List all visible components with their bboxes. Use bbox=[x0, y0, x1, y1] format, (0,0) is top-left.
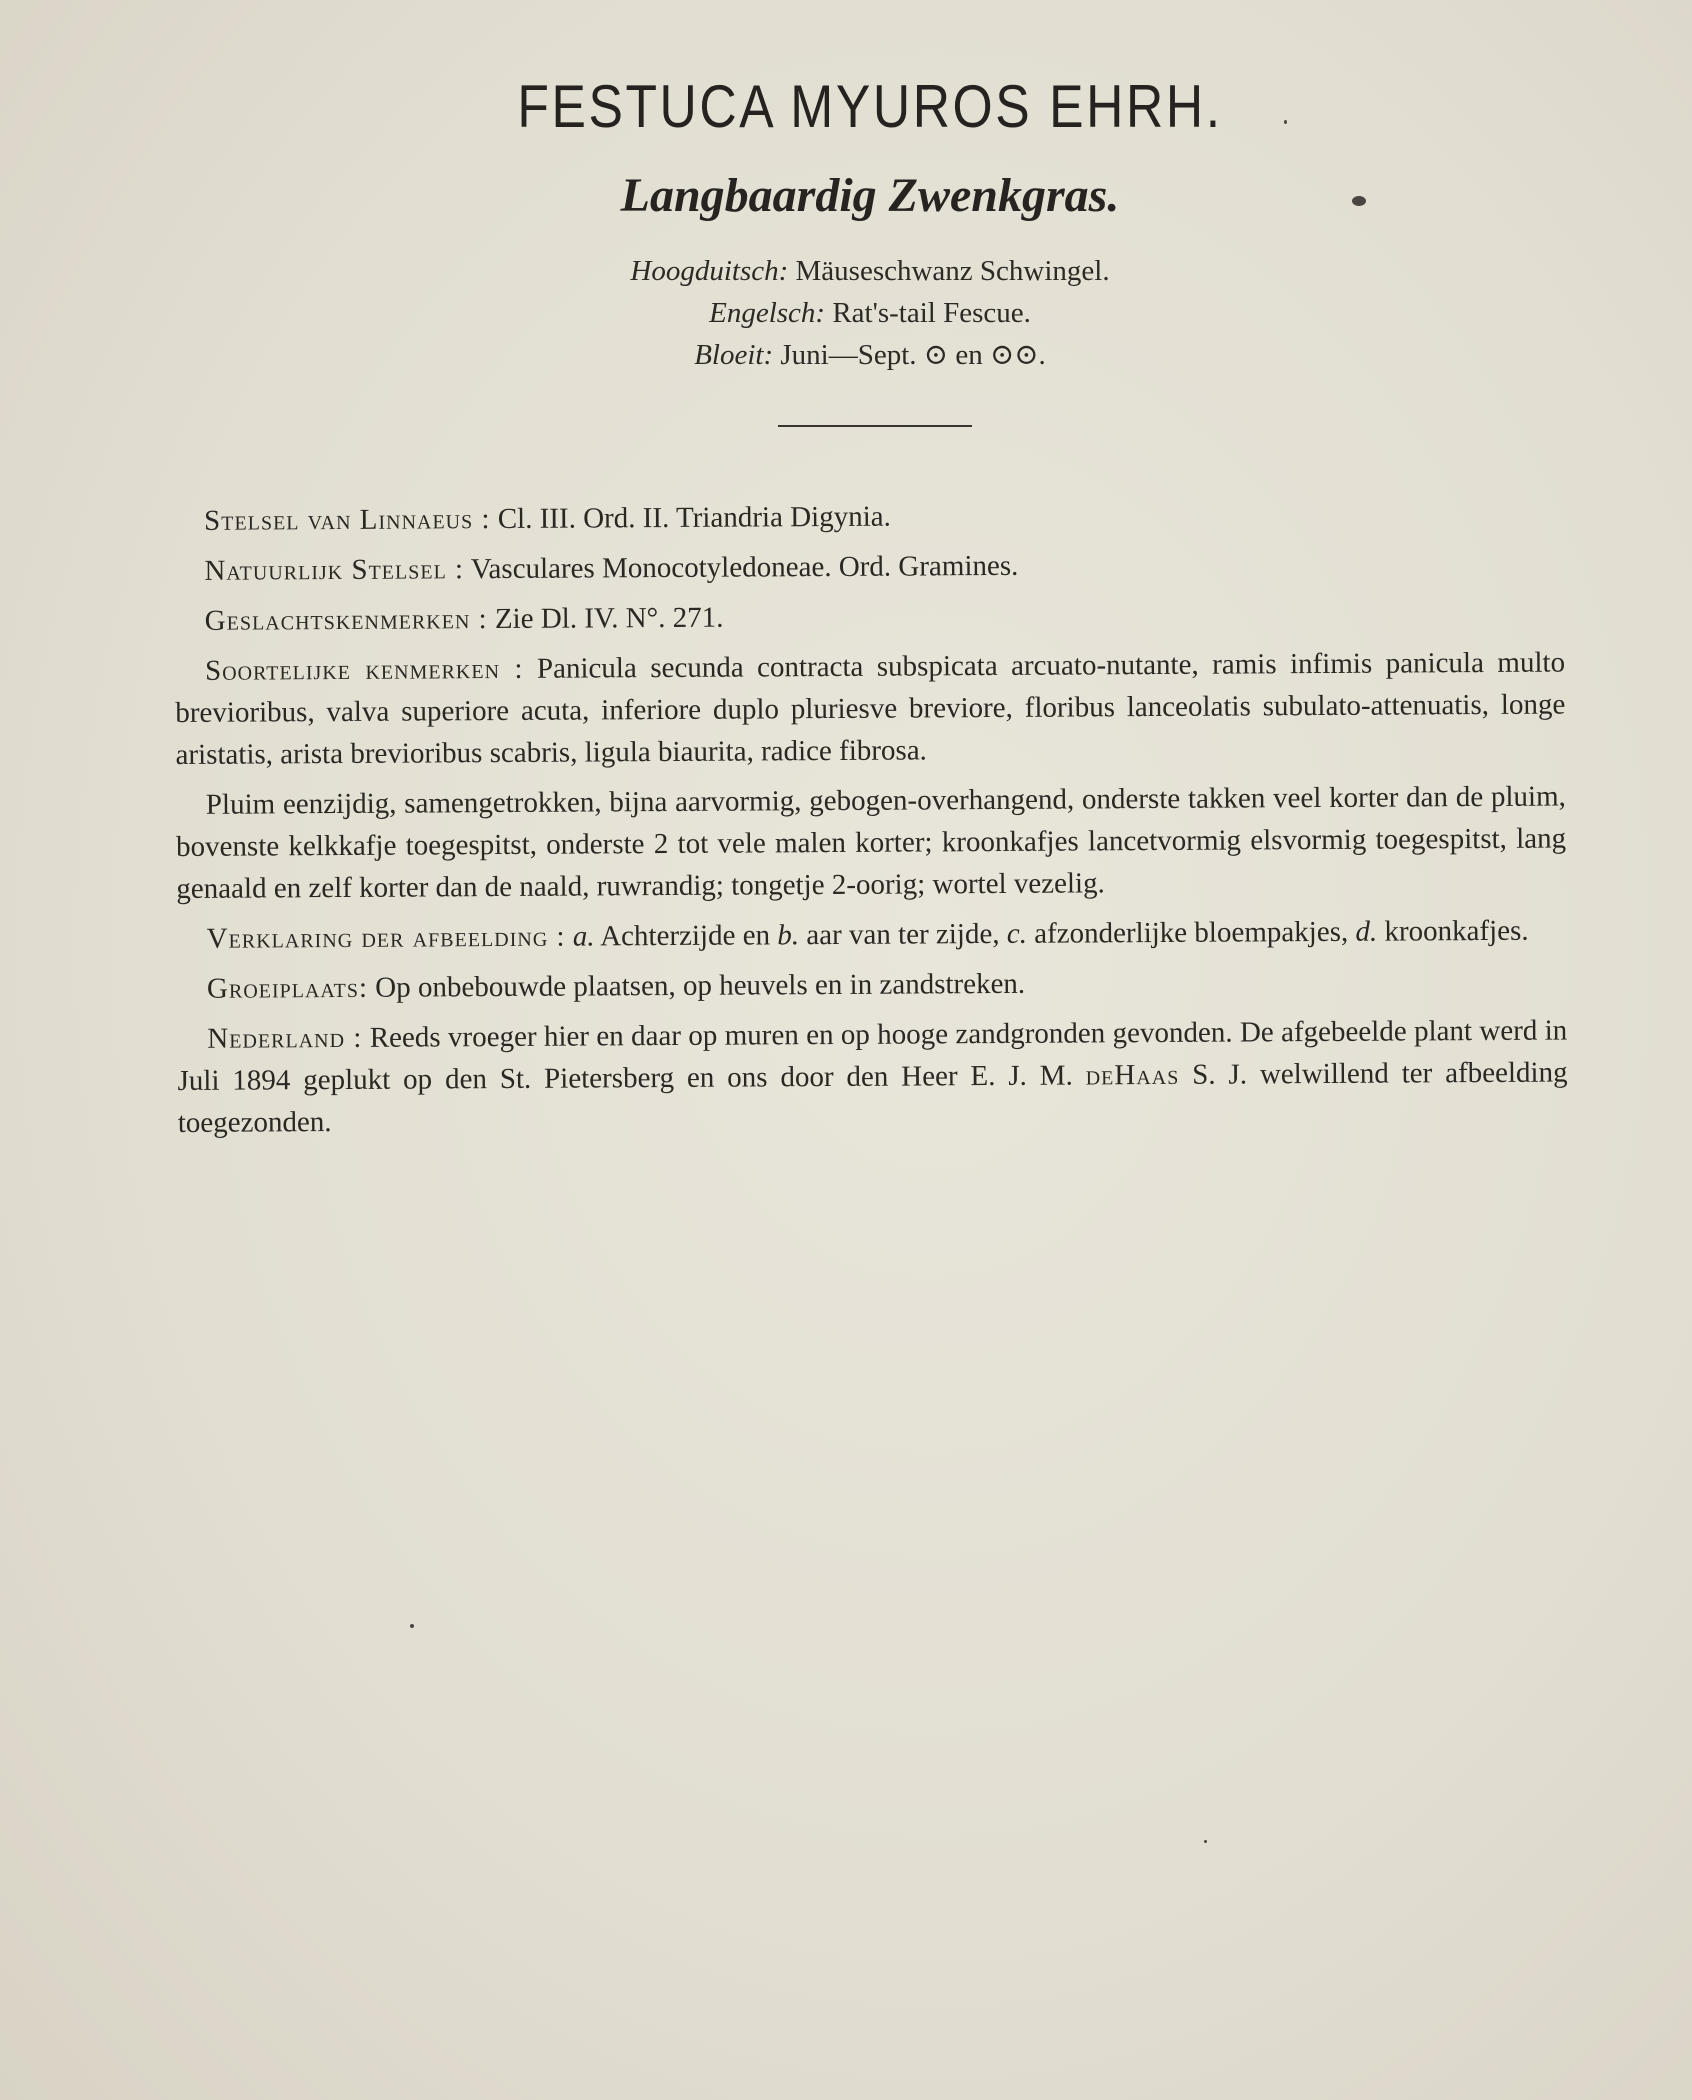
species-title: FESTUCA MYUROS EHRH. bbox=[517, 73, 1223, 140]
figure-explanation-paragraph bbox=[177, 910, 1567, 960]
flowering-period: Juni—Sept. ⊙ en ⊙⊙. bbox=[780, 339, 1046, 371]
donor-surname: Haas bbox=[1114, 1058, 1180, 1092]
species-characters-dutch: Pluim eenzijdig, samengetrokken, bijna aarvormig, gebogen-overhangend, onderste takken veel korter dan de pluim, bovenste kelkkafje toegespitst, onderste 2 tot vele malen korter; kroonkafjes lancetvormig elsvormig toegespitst, lang genaald en zelf korter dan de naald, ruwrandig; tongetje 2-oorig; wortel vezelig. bbox=[176, 780, 1567, 905]
figure-explanation-label: Verklaring der afbeelding : bbox=[206, 920, 566, 955]
linnaeus-system-label: Stelsel van Linnaeus : bbox=[204, 503, 491, 537]
figure-text-d: kroonkafjes. bbox=[1384, 914, 1529, 948]
german-label: Hoogduitsch: bbox=[630, 255, 789, 287]
habitat-text: Op onbebouwde plaatsen, op heuvels en in zandstreken. bbox=[375, 967, 1026, 1004]
netherlands-paragraph bbox=[177, 1009, 1568, 1143]
english-name: Rat's-tail Fescue. bbox=[832, 297, 1031, 329]
netherlands-text-end: S. J. welwillend ter afbeelding toegezonden. bbox=[177, 1056, 1568, 1139]
english-name-line bbox=[0, 292, 1692, 334]
german-name: Mäuseschwanz Schwingel. bbox=[795, 255, 1110, 287]
natural-system-label: Natuurlijk Stelsel : bbox=[204, 553, 465, 587]
species-characters-latin: Panicula secunda contracta subspicata arcuato-nutante, ramis infimis panicula multo brevioribus, valva superiore acuta, inferiore duplo pluriesve breviore, floribus lanceolatis subulato-attenuatis, longe aristatis, arista brevioribus scabris, ligula biaurita, radice fibrosa. bbox=[175, 646, 1566, 771]
paper-speck bbox=[1284, 120, 1287, 124]
linnaeus-system-text: Cl. III. Ord. II. Triandria Digynia. bbox=[497, 500, 891, 536]
divider-rule bbox=[778, 425, 972, 427]
figure-letter-a: a. bbox=[572, 920, 595, 953]
linnaeus-system-paragraph bbox=[174, 492, 1564, 542]
figure-text-a: Achterzijde en bbox=[600, 919, 771, 953]
flowering-label: Bloeit: bbox=[694, 339, 774, 371]
genus-characters-label: Geslachtskenmerken : bbox=[204, 603, 488, 637]
habitat-label: Groeiplaats: bbox=[206, 971, 369, 1005]
donor-particle: de bbox=[1085, 1059, 1115, 1092]
figure-text-c: afzonderlijke bloempakjes, bbox=[1034, 915, 1349, 950]
common-names-block bbox=[0, 250, 1692, 376]
flowering-line bbox=[0, 334, 1692, 376]
donor-initials: E. J. M. bbox=[970, 1059, 1073, 1093]
netherlands-text: Reeds vroeger hier en daar op muren en op hooge zandgronden gevonden. De afgebeelde plant werd in Juli 1894 geplukt op den St. Pietersberg en ons door den Heer bbox=[177, 1014, 1568, 1097]
figure-letter-d: d. bbox=[1355, 915, 1378, 948]
netherlands-label: Nederland : bbox=[207, 1021, 363, 1055]
figure-letter-c: c. bbox=[1006, 917, 1027, 950]
natural-system-paragraph bbox=[174, 542, 1564, 592]
genus-characters-text: Zie Dl. IV. N°. 271. bbox=[494, 601, 724, 636]
english-label: Engelsch: bbox=[709, 297, 826, 329]
species-characters-dutch-paragraph bbox=[176, 776, 1567, 910]
common-name-title: Langbaardig Zwenkgras. bbox=[620, 169, 1120, 222]
paper-speck bbox=[1352, 196, 1366, 206]
description-body bbox=[174, 492, 1568, 1152]
paper-speck bbox=[410, 1624, 414, 1628]
paper-speck bbox=[1204, 1840, 1207, 1843]
natural-system-text: Vasculares Monocotyledoneae. Ord. Gramines. bbox=[470, 549, 1019, 586]
figure-text-b: aar van ter zijde, bbox=[806, 917, 1000, 952]
genus-characters-paragraph bbox=[175, 592, 1565, 642]
figure-letter-b: b. bbox=[777, 919, 800, 952]
habitat-paragraph bbox=[177, 960, 1567, 1010]
german-name-line bbox=[0, 250, 1692, 292]
species-characters-paragraph bbox=[175, 642, 1566, 776]
species-characters-label: Soortelijke kenmerken : bbox=[204, 652, 524, 687]
